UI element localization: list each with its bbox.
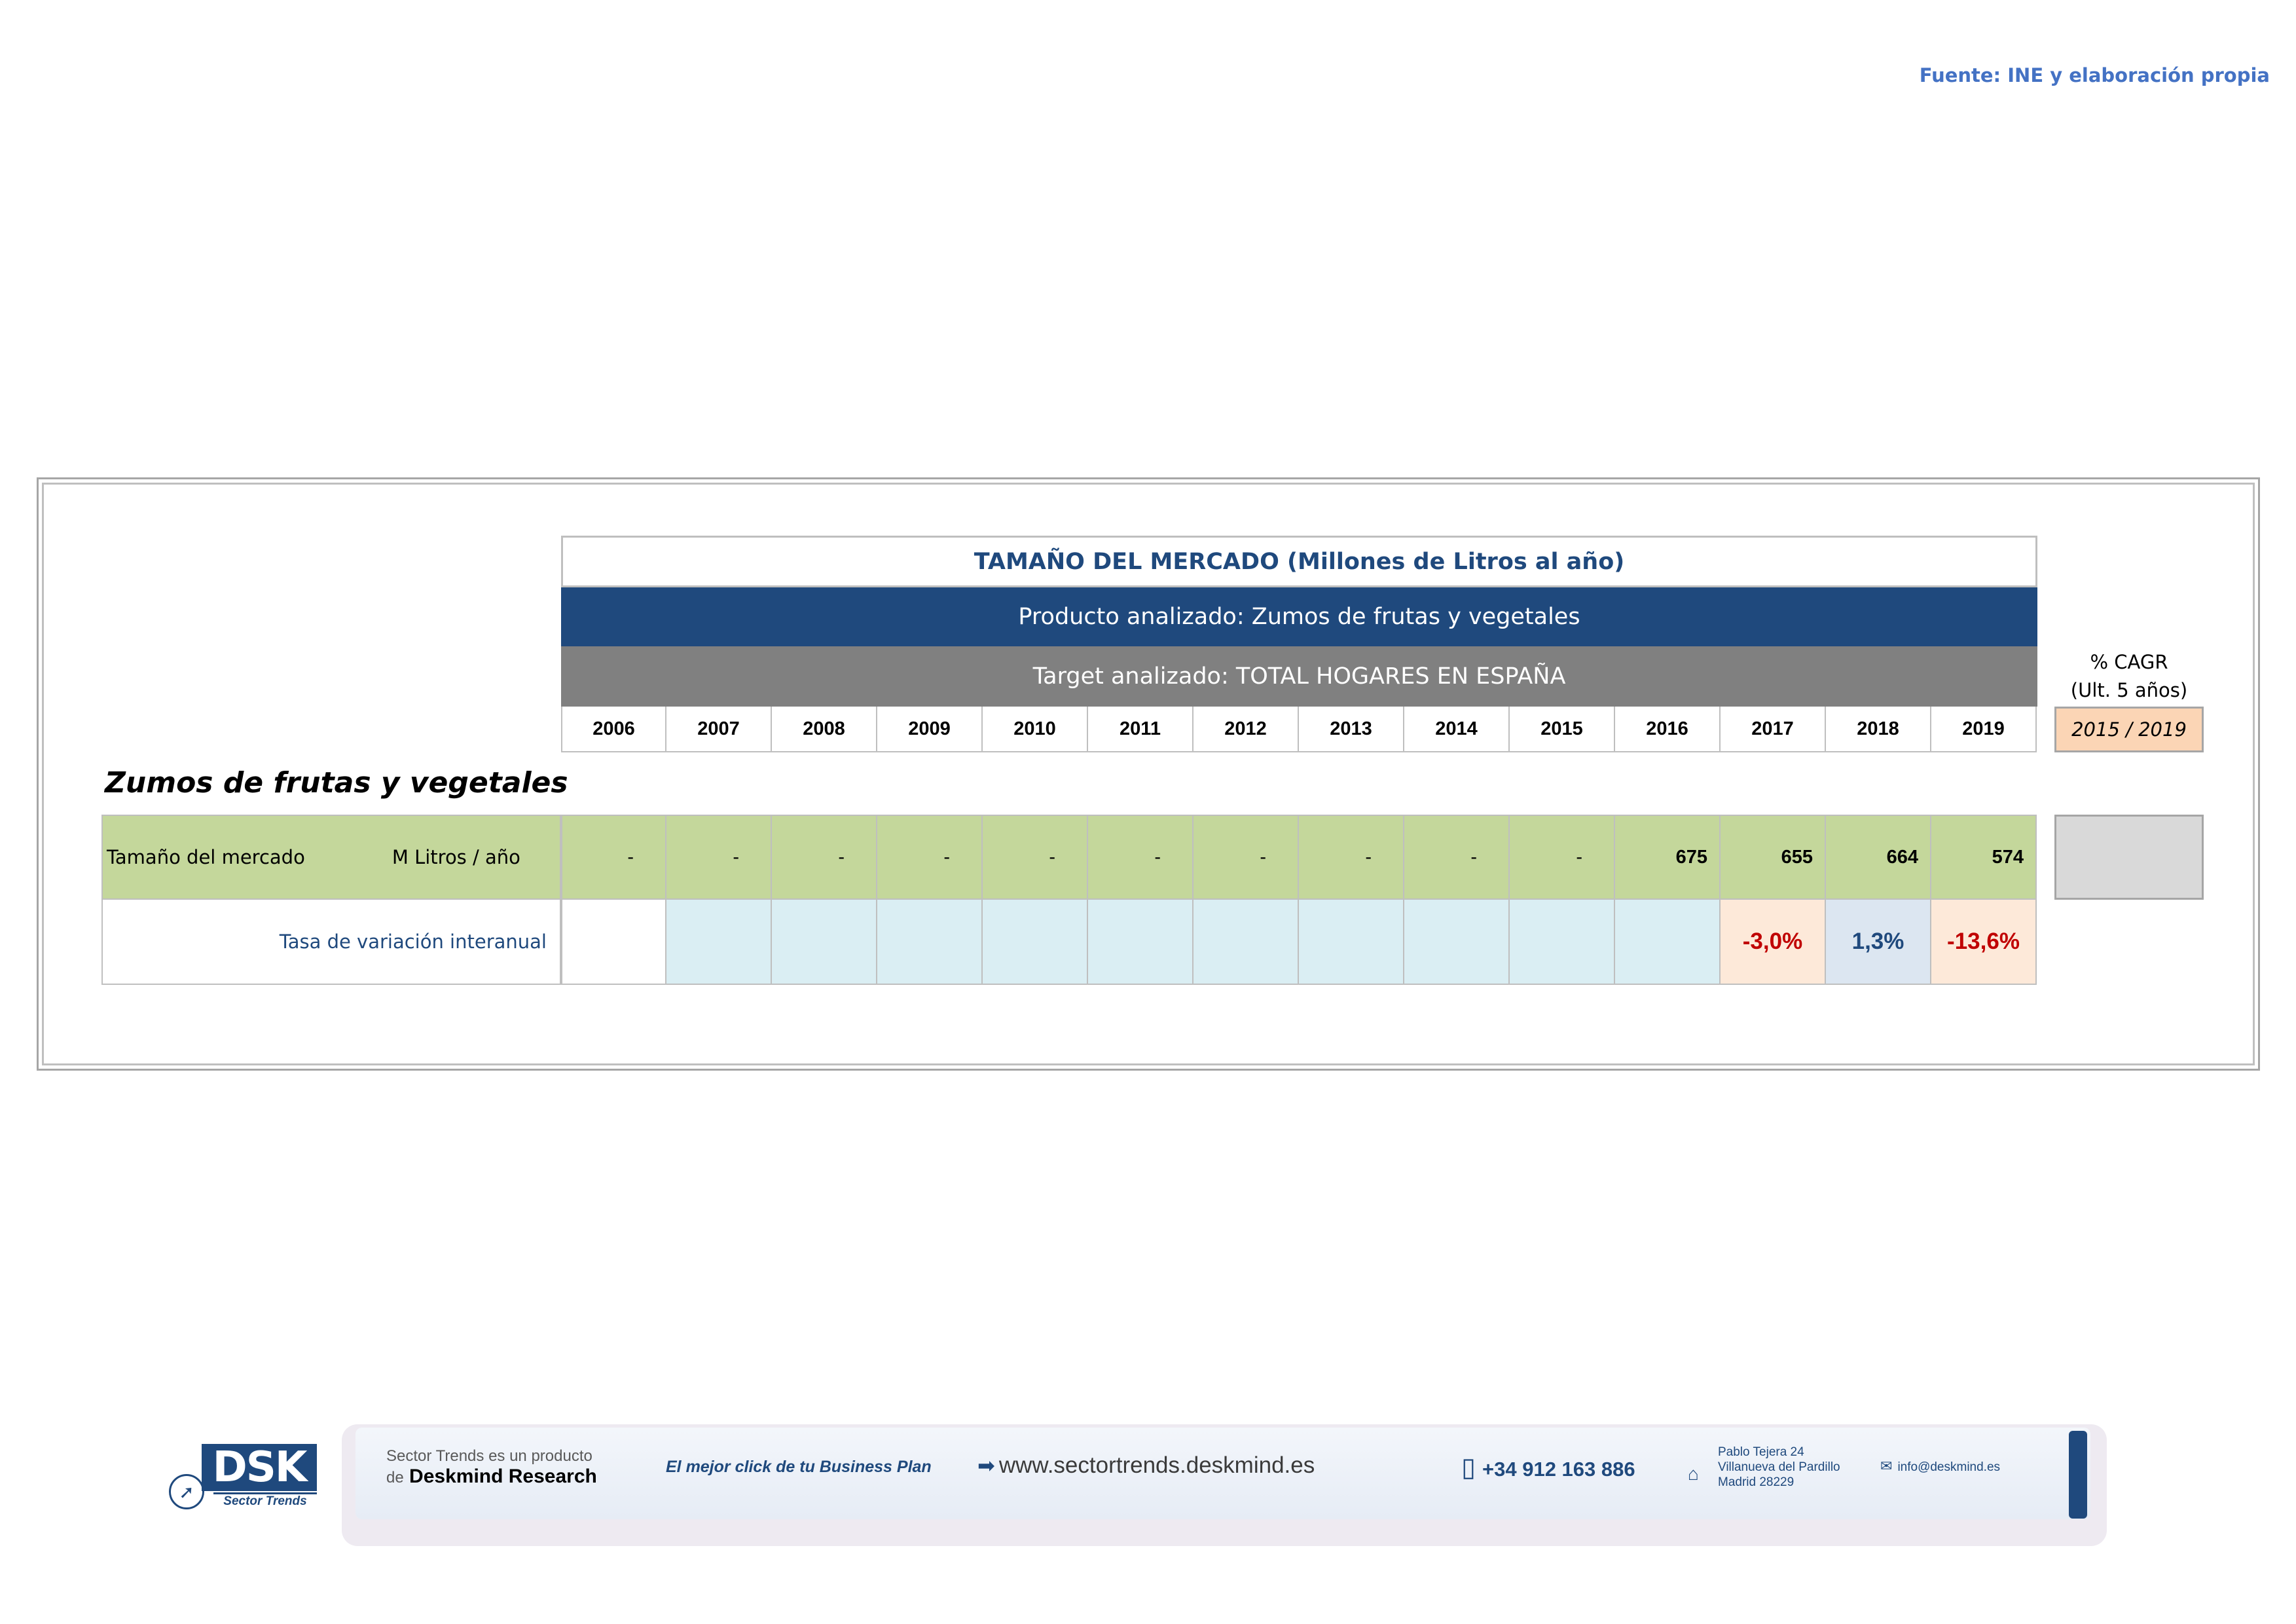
growth-rate-cell (1299, 900, 1404, 985)
growth-rate-cell (983, 900, 1088, 985)
logo-mark: DSK (202, 1444, 317, 1491)
mail-icon: ✉ (1880, 1458, 1893, 1474)
growth-rate-cell (561, 900, 666, 985)
year-header: 2008 (772, 707, 877, 752)
growth-rate-cell (1194, 900, 1299, 985)
footer-email-address[interactable]: info@deskmind.es (1897, 1460, 2001, 1474)
footer-address-line: Pablo Tejera 24 (1718, 1445, 1804, 1459)
footer-email[interactable] (1880, 1458, 2000, 1475)
growth-rate-row (561, 900, 2037, 985)
growth-rate-cell: -3,0% (1721, 900, 1826, 985)
footer-web[interactable]: www.sectortrends.deskmind.es (998, 1452, 1315, 1478)
section-title: Zumos de frutas y vegetales (105, 766, 568, 800)
market-value-cell: - (877, 815, 983, 900)
year-header: 2012 (1194, 707, 1299, 752)
year-header: 2009 (877, 707, 983, 752)
market-value-cell: 675 (1615, 815, 1721, 900)
year-header: 2014 (1404, 707, 1510, 752)
year-header: 2011 (1088, 707, 1194, 752)
arrow-icon: ➚ (169, 1474, 204, 1509)
year-header: 2013 (1299, 707, 1404, 752)
source-note: Fuente: INE y elaboración propia (1919, 64, 2270, 86)
year-header: 2017 (1721, 707, 1826, 752)
product-header: Producto analizado: Zumos de frutas y vegetales (561, 587, 2037, 646)
year-header: 2018 (1826, 707, 1931, 752)
year-header: 2010 (983, 707, 1088, 752)
cagr-label-line1: % CAGR (2090, 651, 2168, 673)
growth-rate-label: Tasa de variación interanual (101, 900, 561, 985)
target-header: Target analizado: TOTAL HOGARES EN ESPAÑA (561, 646, 2037, 707)
footer-product-line: Sector Trends es un producto (386, 1447, 592, 1465)
year-header: 2019 (1931, 707, 2037, 752)
dsk-logo (169, 1444, 317, 1511)
market-size-label (101, 815, 561, 900)
market-value-cell: - (666, 815, 772, 900)
growth-rate-cell: -13,6% (1931, 900, 2037, 985)
growth-rate-cell (1088, 900, 1194, 985)
market-value-cell: - (772, 815, 877, 900)
market-size-row (561, 815, 2037, 900)
market-value-cell: 664 (1826, 815, 1931, 900)
footer-company (386, 1466, 597, 1488)
footer-slogan: El mejor click de tu Business Plan (666, 1458, 932, 1476)
cagr-label (2054, 648, 2204, 705)
year-header: 2015 (1510, 707, 1615, 752)
growth-rate-cell: 1,3% (1826, 900, 1931, 985)
market-size-unit: M Litros / año (392, 846, 520, 868)
year-header: 2016 (1615, 707, 1721, 752)
market-value-cell: - (1404, 815, 1510, 900)
growth-rate-cell (772, 900, 877, 985)
cagr-value-cell (2054, 815, 2204, 900)
market-value-cell: - (1510, 815, 1615, 900)
footer-address-line: Madrid 28229 (1718, 1475, 1795, 1489)
market-value-cell: - (1299, 815, 1404, 900)
table-title: TAMAÑO DEL MERCADO (Millones de Litros al año) (561, 536, 2037, 587)
footer-banner-accent (2069, 1431, 2087, 1519)
year-header: 2006 (561, 707, 666, 752)
footer-address (1718, 1445, 1875, 1490)
link-arrow-icon: ➡ (977, 1454, 995, 1477)
footer-phone[interactable] (1461, 1452, 1635, 1483)
footer-company-name: Deskmind Research (409, 1466, 597, 1487)
market-value-cell: - (983, 815, 1088, 900)
footer-company-prefix: de (386, 1469, 404, 1486)
market-value-cell: - (561, 815, 666, 900)
growth-rate-cell (1615, 900, 1721, 985)
cagr-range: 2015 / 2019 (2054, 707, 2204, 752)
logo-subtitle: Sector Trends (213, 1492, 317, 1511)
footer-phone-number[interactable]: +34 912 163 886 (1482, 1458, 1635, 1481)
footer-web-link[interactable] (977, 1452, 1315, 1479)
footer-address-line: Villanueva del Pardillo (1718, 1460, 1840, 1474)
market-value-cell: - (1194, 815, 1299, 900)
growth-rate-cell (1510, 900, 1615, 985)
market-value-cell: 574 (1931, 815, 2037, 900)
market-size-label-text: Tamaño del mercado (107, 846, 305, 868)
growth-rate-cell (666, 900, 772, 985)
growth-rate-cell (1404, 900, 1510, 985)
year-header: 2007 (666, 707, 772, 752)
year-header-row (561, 707, 2037, 752)
market-value-cell: - (1088, 815, 1194, 900)
phone-icon: ▯ (1461, 1453, 1476, 1482)
growth-rate-cell (877, 900, 983, 985)
market-value-cell: 655 (1721, 815, 1826, 900)
home-icon: ⌂ (1688, 1464, 1699, 1484)
cagr-label-line2: (Ult. 5 años) (2070, 679, 2188, 701)
